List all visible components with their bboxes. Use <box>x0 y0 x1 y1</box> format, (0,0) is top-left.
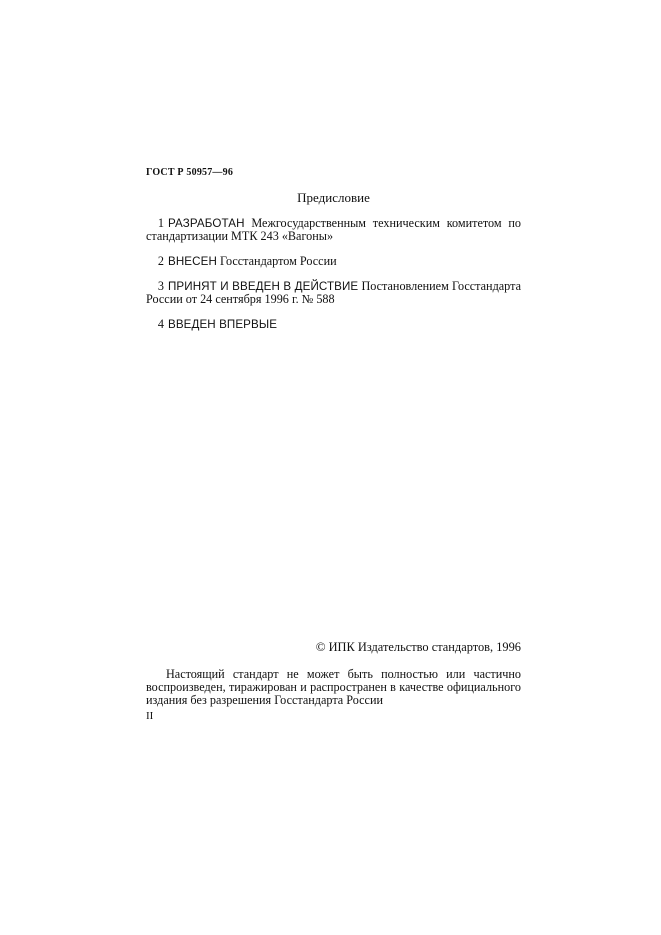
copyright-text: ИПК Издательство стандартов, 1996 <box>328 640 521 654</box>
item-keyword: ПРИНЯТ И ВВЕДЕН В ДЕЙСТВИЕ <box>168 280 359 293</box>
item-text: Госстандартом России <box>219 254 337 268</box>
standard-code-header: ГОСТ Р 50957—96 <box>146 167 234 178</box>
item-keyword: РАЗРАБОТАН <box>168 217 245 230</box>
item-text: Межгосударственным техническим комитетом по стандартизации МТК 243 «Вагоны» <box>146 216 521 243</box>
item-number: 2 <box>157 254 164 268</box>
foreword-item-2 <box>146 255 521 268</box>
item-number: 3 <box>157 279 164 293</box>
item-number: 4 <box>157 317 164 331</box>
item-keyword: ВНЕСЕН <box>168 255 217 268</box>
page-number: II <box>146 710 154 722</box>
item-keyword: ВВЕДЕН ВПЕРВЫЕ <box>168 318 278 331</box>
foreword-item-1 <box>146 217 521 243</box>
item-number: 1 <box>157 216 164 230</box>
copyright-line <box>146 639 521 655</box>
foreword-item-3 <box>146 280 521 306</box>
foreword-title: Предисловие <box>297 190 370 205</box>
foreword-item-4 <box>146 318 521 331</box>
item-text: Постановлением Госстандарта России от 24 сентября 1996 г. № 588 <box>146 279 522 306</box>
copyright-symbol: © <box>315 639 326 654</box>
reproduction-notice: Настоящий стандарт не может быть полностью или частично воспроизведен, тиражирован и распространен в качестве официального издания без разрешения Госстандарта России <box>146 667 521 707</box>
